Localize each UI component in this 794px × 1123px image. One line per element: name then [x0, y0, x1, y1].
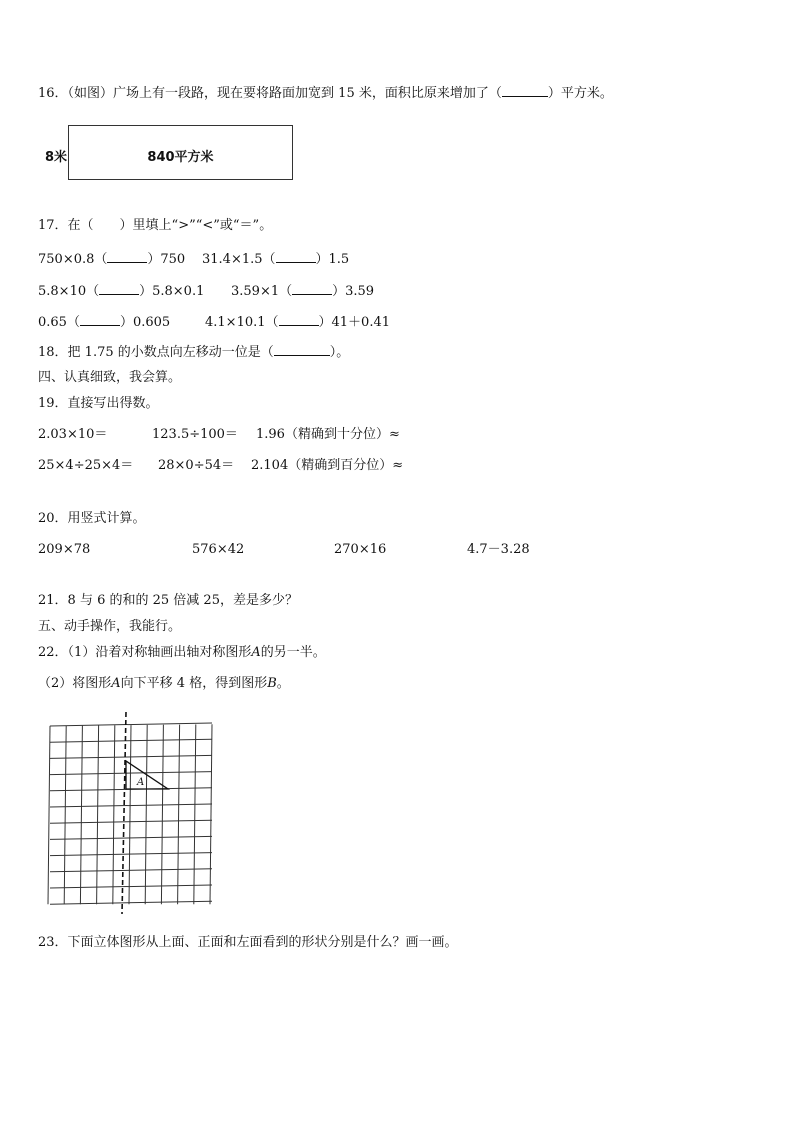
- grid-lines: [48, 723, 212, 904]
- q22-grid-figure: [40, 708, 220, 918]
- q19-item-2: 123.5÷100＝: [152, 427, 238, 442]
- q17-row-1-a: [38, 250, 185, 268]
- grid-vertical-line: [194, 724, 196, 904]
- q17-row-3-b: [205, 313, 390, 331]
- q17-r1a-left: 750×0.8（: [38, 252, 108, 267]
- q22-part1-suffix: 的另一半。: [260, 645, 326, 660]
- q19-item-4: 25×4÷25×4＝: [38, 458, 134, 473]
- q18-answer-blank[interactable]: [274, 343, 330, 356]
- q19-item-3: 1.96（精确到十分位）≈: [256, 427, 400, 442]
- grid-horizontal-line: [50, 804, 212, 807]
- q22-part2-text: （2）将图形: [38, 676, 112, 691]
- q23-text: 23．下面立体图形从上面、正面和左面看到的形状分别是什么？画一画。: [38, 935, 458, 950]
- section-5-heading: 五、动手操作，我能行。: [38, 619, 182, 634]
- q17-r2a-left: 5.8×10（: [38, 284, 100, 299]
- q20-item-2: 576×42: [192, 542, 245, 557]
- q16-text: [38, 84, 613, 102]
- section-4-heading: 四、认真细致，我会算。: [38, 370, 182, 385]
- grid-horizontal-line: [50, 836, 212, 839]
- q17-r2b-blank[interactable]: [292, 282, 332, 295]
- road-area-label: 840平方米: [147, 150, 214, 165]
- q22-part2-suffix: 。: [276, 676, 290, 691]
- q21-text: 21．8 与 6 的和的 25 倍减 25，差是多少？: [38, 593, 298, 608]
- q19-item-1: 2.03×10＝: [38, 427, 108, 442]
- q17-r1b-right: ）1.5: [315, 252, 350, 267]
- grid-vertical-line: [113, 725, 115, 904]
- grid-vertical-line: [129, 725, 131, 904]
- q20-item-3: 270×16: [334, 542, 387, 557]
- grid-horizontal-line: [50, 772, 212, 775]
- q19-item-6: 2.104（精确到百分位）≈: [251, 458, 404, 473]
- grid-horizontal-line: [50, 820, 212, 823]
- symmetry-axis: [122, 712, 126, 914]
- grid-vertical-line: [178, 725, 180, 905]
- q22-part2-mid: 向下平移 4 格，得到图形: [120, 676, 268, 691]
- q18-prompt: 18．把 1.75 的小数点向左移动一位是（: [38, 345, 274, 360]
- q17-r1a-right: ）750: [147, 252, 186, 267]
- grid-vertical-line: [80, 726, 82, 905]
- q22-part1-text: 22．（1）沿着对称轴画出轴对称图形: [38, 645, 252, 660]
- q20-item-1: 209×78: [38, 542, 91, 557]
- q18-suffix: ）。: [329, 345, 350, 360]
- grid-horizontal-line: [50, 869, 212, 872]
- q17-row-3-a: [38, 313, 170, 331]
- q22-part2-var: A: [111, 676, 121, 691]
- road-width-label: 8米: [45, 150, 68, 165]
- q16-prompt: 16．（如图）广场上有一段路，现在要将路面加宽到 15 米，面积比原来增加了（: [38, 86, 502, 101]
- q22-part2: [38, 676, 290, 692]
- q17-r2a-right: ）5.8×0.1: [139, 284, 205, 299]
- q17-r3b-blank[interactable]: [279, 313, 319, 326]
- q20-title: 20．用竖式计算。: [38, 511, 146, 526]
- q17-r3a-left: 0.65（: [38, 315, 80, 330]
- grid-horizontal-line: [50, 885, 212, 888]
- grid-horizontal-line: [50, 853, 212, 856]
- q22-part1: [38, 645, 326, 661]
- q16-answer-blank[interactable]: [502, 84, 548, 97]
- q19-title: 19．直接写出得数。: [38, 396, 159, 411]
- q22-part1-var: A: [251, 645, 261, 660]
- q22-part2-var2: B: [267, 676, 277, 691]
- q17-title: 17．在（ ）里填上“>”“<”或“＝”。: [38, 218, 273, 233]
- grid-vertical-line: [210, 724, 212, 904]
- q17-row-2-b: [231, 282, 374, 300]
- q16-suffix: ）平方米。: [547, 86, 613, 101]
- q17-r3b-left: 4.1×10.1（: [205, 315, 279, 330]
- grid-vertical-line: [145, 725, 147, 904]
- q18-text: [38, 343, 349, 361]
- q17-row-2-a: [38, 282, 204, 300]
- q17-r3b-right: ）41＋0.41: [318, 315, 391, 330]
- q19-item-5: 28×0÷54＝: [158, 458, 235, 473]
- grid-vertical-line: [161, 725, 163, 904]
- q17-r3a-blank[interactable]: [80, 313, 120, 326]
- q17-r1b-left: 31.4×1.5（: [202, 252, 276, 267]
- grid-vertical-line: [64, 726, 66, 904]
- q17-row-1-b: [202, 250, 349, 268]
- q17-r1a-blank[interactable]: [107, 250, 147, 263]
- shape-a-label: A: [137, 777, 145, 788]
- q17-r1b-blank[interactable]: [276, 250, 316, 263]
- grid-vertical-line: [97, 725, 99, 904]
- q17-r2b-right: ）3.59: [332, 284, 375, 299]
- grid-horizontal-line: [50, 901, 212, 904]
- q17-r2a-blank[interactable]: [99, 282, 139, 295]
- road-rectangle: [68, 125, 293, 180]
- q17-r2b-left: 3.59×1（: [231, 284, 293, 299]
- q17-r3a-right: ）0.605: [119, 315, 171, 330]
- grid-vertical-line: [48, 726, 50, 904]
- q20-item-4: 4.7－3.28: [467, 542, 530, 557]
